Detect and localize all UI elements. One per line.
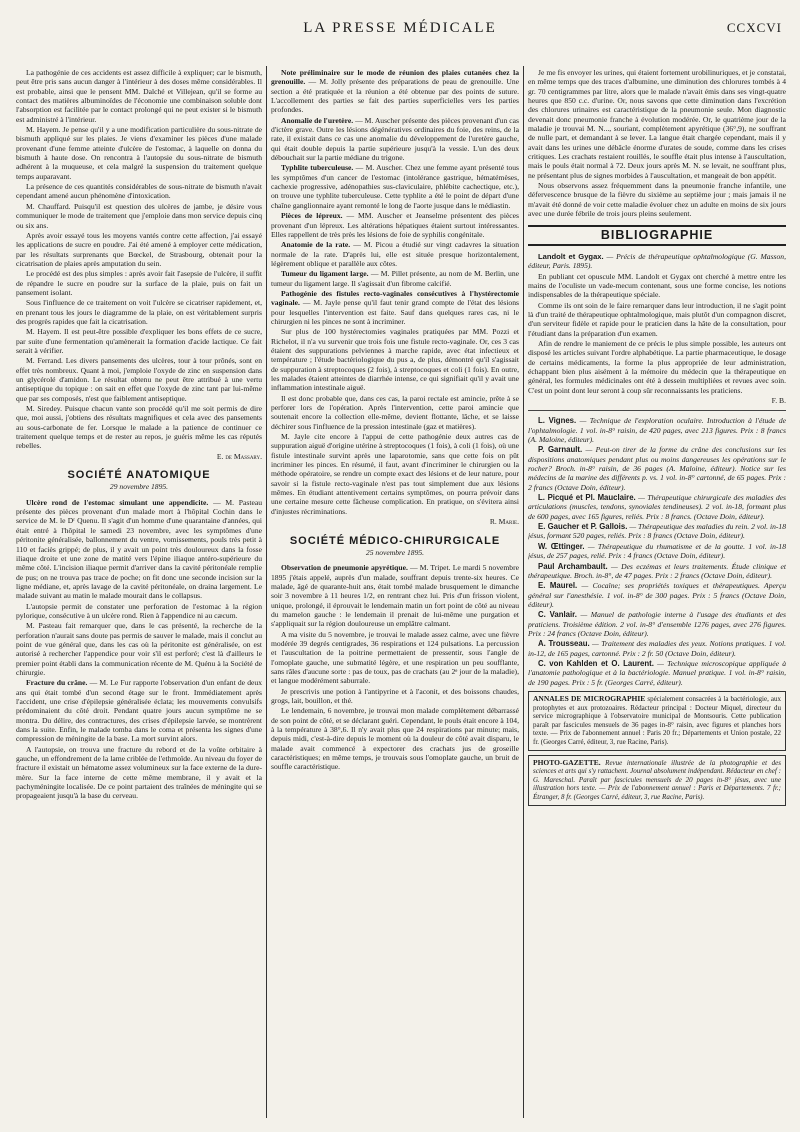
book-author: P. Garnault. [538, 445, 583, 455]
item-text: — M. Jolly présente des préparations de peau de grenouille. Une section a été pratiquée et la réunion a été obtenue par des points de suture. L'accollement des parties se fait des parties superficielles vers les parties profondes. [271, 77, 519, 115]
book-description: — Thérapeutique chirurgicale des maladies des articulations (muscles, tendons, synoviales tendineuses). 2 vol. in-18, formant plus de 600 pages, avec 165 figures, reliés. Prix : 8 francs. (Octave Doin, éditeur). [528, 493, 786, 521]
report-item [271, 163, 519, 210]
item-title: Note préliminaire sur le mode de réunion des plaies cutanées chez la grenouille. [271, 68, 519, 87]
col2-signature: R. Marie. [489, 517, 519, 527]
report-item [271, 394, 519, 431]
ad-photo-title: PHOTO-GAZETTE. [533, 757, 601, 767]
book-description: — Technique de l'exploration oculaire. Introduction à l'étude de l'ophtalmologie. 1 vol. in-8° raisin, de 420 pages, avec 213 figures. Prix : 8 francs (A. Maloine, éditeur). [528, 416, 786, 445]
report-item [16, 678, 262, 743]
paragraph: Le lendemain, 6 novembre, je trouvai mon malade complètement débarrassé de son point de côté, et se déclarant guéri. Cependant, le pouls était encore à 104, à la température à 38°,6. Il n'y avait plus que 24 respirations par minute; mais, depuis midi, c'est-à-dire depuis le moment où la douleur de côté avait disparu, le malade avait commencé à expectorer des crachats jus de groseille caractéristiques; en même temps, je trouvais sous l'omoplate gauche, un bruit de souffle caractéristique. [271, 706, 519, 772]
book-entry [528, 639, 786, 658]
book-description: — Manuel de pathologie interne à l'usage des étudiants et des praticiens. Troisième édition. 2 vol. in-8° d'ensemble 1276 pages, avec 276 figures. Prix : 24 francs (Octave Doin, éditeur). [528, 610, 786, 638]
paragraph: Le procédé est des plus simples : après avoir fait l'asepsie de l'ulcère, il suffit de répandre le sucre en poudre sur la surface de la plaie, puis on fait un pansement isolant. [16, 269, 262, 297]
report-item [271, 68, 519, 115]
paragraph: A ma visite du 5 novembre, je trouvai le malade assez calme, avec une fièvre modérée 39 degrés centigrades, 36 respirations et 124 pulsations. La percussion et l'auscultation de la poitrine permettaient de pressentir, sous l'angle de l'omoplate gauche, une submatité légère, et une respiration un peu soufflante, sans râles d'aucune sorte : pas de toux, pas de crachats (au 2ᵉ jour de la maladie), et langue modérément saburrale. [271, 629, 519, 686]
review-ref: — Précis de thérapeutique ophtalmologique (G. Masson, éditeur, Paris. 1895). [528, 251, 786, 271]
item-text: — M. Picou a étudié sur vingt cadavres la situation normale de la rate. D'après lui, elle est située presque horizontalement, légèrement oblique et parallèle aux côtes. [271, 240, 519, 268]
book-description: — Cocaïne; ses propriétés toxiques et thérapeutiques. Aperçu général sur l'anesthésie. 1 vol. in-8° de 300 pages. Prix : 5 francs (Octave Doin, éditeur). [528, 581, 786, 609]
book-entry [528, 522, 786, 541]
report-item [271, 116, 519, 163]
report-item [271, 432, 519, 516]
book-author: E. Maurel. [538, 581, 578, 591]
section-date: 29 novembre 1895. [109, 482, 169, 492]
paragraph: Après avoir essayé tous les moyens vantés contre cette affection, j'ai essayé les applications de sucre en poudre. J'ai été amené à employer cette médication, par les résultats surprenants que Bœckel, de Strasbourg, obtenait pour la cicatrisation de plaies après amputation du sein. [16, 230, 262, 268]
report-item [16, 498, 262, 601]
column-divider [523, 66, 524, 1118]
obs-first: — M. Tripet. Le mardi 5 novembre 1895 j'étais appelé, auprès d'un malade, souffrant depuis trente-six heures. Ce malade, âgé de quarante-huit ans, était tombé malade brusquement le dimanche soir 3 novembre à 11 heures 1/2, en rentrant chez lui. Pris d'un frisson violent, unique, prolongé, il éprouvait le lendemain matin un fort point de côté au niveau du mamelon gauche : le lendemain il prenait de lui-même une purgation et s'appliquait sur la région douloureuse un emplâtre calmant. [271, 563, 519, 629]
book-entry [528, 581, 786, 609]
item-text: — MM. Auscher et Jeanselme présentent des pièces provenant d'un lépreux. Les altérations hépatiques étaient surtout intéressantes. Elles rappellent de très près les lésions de foie de syphilis congénitale. [271, 211, 519, 239]
column-2 [271, 68, 519, 1118]
item-text: A l'autopsie, on trouva une fracture du rebord et de la voûte orbitaire à gauche, un effondrement de la lame criblée de l'ethmoïde. Au niveau du foyer de fracture il existait un hématome assez volumineux sur la face externe de la dure-mère. Sur la face interne de cette même membrane, il y avait et la pachyméningite localisée. De ce point partaient des traînées de méningite qui se propageaient jusqu'à la base du cerveau. [16, 744, 262, 801]
item-text: — M. Auscher. Chez une femme ayant présenté tous les symptômes d'un cancer de l'estomac (intolérance gastrique, hématémèses, cachexie progressive, adénopathies sus-claviculaire, phlébite cachectique, etc.), on trouve une typhlite tuberculeuse. Cette typhlite a été le point de départ d'une chaîne ganglionnaire ayant remonté le long de l'aorte jusque dans le médiastin. [271, 163, 519, 210]
bibliographie-heading: BIBLIOGRAPHIE [528, 225, 786, 246]
ad-photo-text: Revue internationale illustrée de la photographie et des sciences et arts qui s'y rattachent. Journal absolument indépendant. Rédacteur en chef : G. Mareschal. Paraît par fascicules mensuels de 20 pages in-8° jésus, avec une illustration hors texte. — Prix de l'abonnement annuel : Paris et Départements. 7 fr.; Étranger, 8 fr. (Georges Carré, éditeur, 3, rue Racine, Paris). [533, 758, 782, 801]
paragraph: Je me fis envoyer les urines, qui étaient fortement urobilinuriques, et je constatai, en même temps que des traces d'albumine, une diminution des chlorures tombés à 4 gr. 70 centigrammes par litre, alors que le malade n'avait émis dans ses vingt-quatre heures que 850 c.c. d'urine. Or, nous savons que cette diminution dans l'excrétion des chlorures urinaires est caractéristique de la pneumonie seule. Mon diagnostic devenait donc pneumonie franche à évolution modérée. Or, le quatrième jour de la maladie je trouvai M. N..., souriant, complètement apyrétique (36°,9), ne souffrant de nulle part, et demandant à se lever. La langue était chargée cependant, mais il y avait dans les urines une débâcle énorme d'urates de soude, comme dans les crises critiques. Les crachats restaient rouillés, le souffle était plus intense à l'auscultation, mais le pouls était normal à 72. Deux jours après M. N. se levait, ne souffrant plus, ne présentant plus de signes morbides à l'auscultation, et mangeait de bon appétit. [528, 68, 786, 180]
col1-signature: E. de Massary. [216, 451, 262, 461]
column-divider [266, 66, 267, 1118]
item-title: Ulcère rond de l'estomac simulant une appendicite. [26, 497, 209, 507]
review-signature: F. B. [771, 396, 786, 405]
book-entry [528, 493, 786, 521]
item-text: Sur plus de 100 hystérectomies vaginales pratiquées par MM. Pozzi et Richelot, il n'a vu survenir que trois fois une fistule recto-vaginale. Or, ces 3 cas étaient des suppurations pelviennes à marche rapide, avec état infectieux et température ; l'étude bactériologique du pus a, de plus, démontré qu'il s'agissait de suppuration à streptocoques (2 fois), à streptocoques et coli (1 fois). En outre, les malades étaient atteintes de diarrhée intense, ce qui signifiait qu'il y avait une inflammation intestinale aiguë. [271, 327, 519, 393]
book-author: C. Vanlair. [538, 610, 577, 620]
report-item [271, 240, 519, 268]
ad-annales-text: spécialement consacrées à la bactériologie, aux protophytes et aux protozoaires. Rédacteur principal : Docteur Miquel, directeur du service micrographique à l'observatoire municipal de Montsouris. Cette publication paraît par fascicules mensuels de 36 pages in-8° raisin, avec figures et planches hors texte. — Prix de l'abonnement annuel : Paris 20 fr.; Départements et Union postale, 22 fr. (Georges Carré, éditeur, 3, rue Racine, Paris). [533, 694, 782, 746]
book-author: L. Vignes. [538, 416, 577, 426]
paragraph: M. Hayem. Il est peut-être possible d'expliquer les bons effets de ce sucre, par suite d'une fermentation qu'amènerait la formation d'acide lactique. Ce fait serait à vérifier. [16, 327, 262, 355]
col3-paragraphs [528, 68, 786, 219]
report-item [271, 289, 519, 326]
section-title-anatomique: SOCIÉTÉ ANATOMIQUE [67, 469, 211, 482]
report-item [271, 327, 519, 392]
ad-photo-gazette [528, 755, 786, 806]
obs-title-para [271, 563, 519, 628]
book-entry [528, 445, 786, 492]
book-entry [528, 562, 786, 581]
obs-title: Observation de pneumonie apyrétique. [281, 563, 408, 573]
report-item [16, 602, 262, 621]
item-text: Il est donc probable que, dans ces cas, la paroi rectale est amincie, prête à se perforer lors de l'opération. Après l'intervention, cette paroi amincie que soutenait encore la collection elle-même, devient flottante, lâche, et se laisse déchirer sous l'influence de la pression intestinale (gaz et matières). [271, 393, 519, 431]
item-title: Pathogénie des fistules recto-vaginales consécutives à l'hystérectomie vaginale. [271, 288, 519, 308]
col2-items [271, 68, 519, 516]
paragraph: M. Hayem. Je pense qu'il y a une modification particulière du sous-nitrate de bismuth appliqué sur les plaies. Je viens d'examiner les pièces d'une malade provenant d'une femme atteinte d'ulcère de l'estomac, à laquelle on donna du bismuth à haute dose. On rencontra à l'autopsie du sous-nitrate de bismuth adhérent à la muqueuse, et cela malgré la suspension du traitement quelque temps auparavant. [16, 125, 262, 181]
column-3 [528, 68, 786, 1118]
book-description: — Peut-on tirer de la forme du crâne des conclusions sur les dispositions anatomiques pendant plus ou moins dangereuses les opérations sur le rocher? Broch. in-8° raisin, de 36 pages (A. Maloine, éditeur). Notice sur les médecins de la marine des différents p. vs. 1 vol. in-8° cartonné, de 65 pages. Prix : 2 francs (Octave Doin, éditeur). [528, 445, 786, 492]
paragraph: M. Ferrand. Les divers pansements des ulcères, tour à tour prônés, sont en effet très nombreux. Quant à moi, j'emploie l'oxyde de zinc en suspension dans un glycérolé d'amidon. Le résultat obtenu ne peut être attribué à une vertu antiseptique du topique : on sait en effet que l'oxyde de zinc tant par lui-même que par ses composés, n'est que faiblement antiseptique. [16, 356, 262, 403]
book-author: A. Trousseau. [538, 639, 590, 649]
book-entry [528, 542, 786, 561]
separator [528, 410, 786, 411]
page-number: CCXCVI [726, 20, 782, 35]
book-list [528, 416, 786, 687]
review-entry [528, 252, 786, 271]
item-text: M. Jayle cite encore à l'appui de cette pathogénie deux autres cas de suppuration aiguë d'origine utérine à streptocoques (1 fois), à coli (1 fois), où une fistule intestinale survint après une laparotomie, sans que cette fois on pût incriminer les pinces. En résumé, il faut, avant d'incriminer le chirurgien ou la méthode opératoire, se rendre un compte exact des lésions et de leur nature, pour savoir si la fistule recto-vaginale n'est pas tout simplement due aux lésions mêmes. En étudiant attentivement certains symptômes, on pourra prévoir dans une certaine mesure cette fâcheuse complication. En pratique, on s'évitera ainsi d'injustes récriminations. [271, 432, 519, 516]
paragraph: Sous l'influence de ce traitement on voit l'ulcère se cicatriser rapidement, et, en prenant tous les jours le diagramme de la plaie, on est véritablement surpris des progrès rapides que fait la cicatrisation. [16, 298, 262, 326]
book-entry [528, 416, 786, 444]
book-description: — Technique microscopique appliquée à l'anatomie pathologique et à la bactériologie. Manuel pratique. 1 vol. in-8° raisin, de 190 pages. Prix : 5 fr. (Georges Carré, éditeur). [528, 658, 786, 687]
item-text: — M. Pillet présente, au nom de M. Berlin, une tumeur du ligament large. Il s'agissait d'un fibrome calcifié. [271, 269, 519, 288]
item-text: L'autopsie permit de constater une perforation de l'estomac à la région pylorique, consécutive à un ulcère rond. Rien à l'appendice ni au cæcum. [16, 601, 262, 620]
report-item [16, 745, 262, 801]
page-header [18, 12, 782, 40]
col1-items [16, 498, 262, 801]
report-item [271, 211, 519, 239]
column-1 [16, 68, 262, 1118]
book-author: L. Picqué et Pl. Mauclaire. [538, 493, 636, 503]
ad-annales [528, 691, 786, 751]
col1-paragraphs [16, 68, 262, 451]
item-text: — M. Le Fur rapporte l'observation d'un enfant de deux ans qui était tombé d'un second étage sur le front. Immédiatement après l'accident, une crise d'épilepsie généralisée éclata; les mouvements convulsifs prédominaient du côté droit. Pendant quatre jours aucun symptôme ne se montra. Du délire, des contractures, des crises d'épilepsie larvée, se montrèrent dans la suite. Enfin, le malade tomba dans le coma et présenta les signes d'une compression de méningite de la base. La mort survint alors. [16, 678, 262, 744]
report-item [16, 621, 262, 677]
book-author: W. Œttinger. [538, 541, 585, 551]
item-text: — M. Jayle pense qu'il faut tenir grand compte de l'état des lésions pour lesquelles l'intervention est faite. Sauf dans quelques rares cas, ni le chirurgien ni les pinces ne sont à incriminer. [271, 298, 519, 326]
paragraph: Afin de rendre le maniement de ce précis le plus simple possible, les auteurs ont disposé les articles suivant l'ordre alphabétique. La partie pharmaceutique, le dosage de certains médicaments, la forme la plus appropriée de leur administration, échappant bien plus aisément à la mémoire du médecin que la thérapeutique en général, les formules médicinales ont été à dessein multipliées et revues avec soin. C'est un point dont leur seront à coup sûr reconnaissants les praticiens. [528, 338, 786, 395]
book-description: — Thérapeutique du rhumatisme et de la goutte. 1 vol. in-18 jésus, de 257 pages, relié. Prix : 4 francs (Octave Doin, éditeur). [528, 541, 786, 561]
paragraph: Nous observons assez fréquemment dans la pneumonie franche infantile, une défervescence brusque de la fièvre du sixième au septième jour ; mais jamais il ne m'avait été donné de voir cette maladie évoluer chez un adulte en moins de six jours avec une durée fébrile de trois jours pleins seulement. [528, 181, 786, 219]
item-title: Pièces de lépreux. [281, 211, 343, 221]
review-paragraphs [528, 272, 786, 395]
paragraph: La pathogénie de ces accidents est assez difficile à expliquer; car le bismuth, peut être pris sans aucun danger à l'intérieur à des doses même considérables. Il est probable, ainsi que le pensent MM. Dalché et Villejean, qu'il se forme au contact des matières albuminoïdes de l'économie une combinaison soluble dont l'absorption est facilitée par le contact prolongé qui ne peut exister si le bismuth est administré à l'intérieur. [16, 68, 262, 124]
item-text: — M. Pasteau présente des pièces provenant d'un malade mort à l'hôpital Cochin dans le service de M. le Dʳ Quenu. Il s'agit d'un homme d'une quarantaine d'années, qui était entré à l'hôpital le samedi 23 novembre, avec les symptômes d'une péritonite généralisée, ballonnement du ventre, vomissements, pouls très petit à 110 et faciès grippé; de plus, il y avait un point très douloureux dans la fosse iliaque droite et une zone de matité vers l'épine iliaque antéro-supérieure du même côté. L'incision iliaque permit d'arriver dans la cavité péritonéale remplie de pus; on ne trouva pas trace de poche; on fit donc une seconde incision sur la ligne médiane, et, après lavage de la cavité péritonéale, on draina largement. Le malade suivant au matin le malade mourait dans le collapsus. [16, 497, 262, 601]
item-title: Tumeur du ligament large. [281, 269, 369, 279]
book-description: — Traitement des maladies des yeux. Notions pratiques. 1 vol. in-12, de 165 pages, cartonné. Prix : 2 fr. 50 (Octave Doin, éditeur). [528, 639, 786, 658]
book-entry [528, 659, 786, 687]
item-title: Typhlite tuberculeuse. [281, 163, 354, 173]
book-author: E. Gaucher et P. Gallois. [538, 522, 628, 532]
paragraph: Comme ils ont soin de le faire remarquer dans leur introduction, il ne s'agit point là d'un traité de thérapeutique ophtalmologique, mais plutôt d'un compagnon discret, d'un serviteur fidèle et rapide pour le praticien dans la hâte de la consultation, pour l'étudiant dans la préparation d'un examen. [528, 300, 786, 338]
review-author: Landolt et Gygax. [538, 251, 604, 261]
section-title-medico: SOCIÉTÉ MÉDICO-CHIRURGICALE [289, 534, 501, 547]
book-author: Paul Archambault. [538, 561, 608, 571]
book-entry [528, 610, 786, 638]
item-text: — M. Auscher présente des pièces provenant d'un cas d'ictère grave. Outre les lésions dégénératives ordinaires du foie, des reins, de la rate, il existait dans ce cas une anomalie du développement de l'uretère gauche, qui était double depuis la partie supérieure jusqu'à la vessie. L'un des deux débouchait sur la partie médiane du trigone. [271, 115, 519, 163]
journal-title: LA PRESSE MÉDICALE [303, 20, 497, 36]
section-date-2: 25 novembre 1895. [365, 547, 425, 557]
paragraph: La présence de ces quantités considérables de sous-nitrate de bismuth n'avait cependant amené aucun phénomène d'intoxication. [16, 182, 262, 201]
item-text: M. Pasteau fait remarquer que, dans le cas présenté, la recherche de la perforation n'aurait sans doute pas permis de sauver le malade, mais il conclut au point de vue général que, dans les cas où la péritonite est généralisée, on est autorisé à rechercher l'appendice pour voir s'il est perforé; c'est là d'ailleurs le premier point établi dans la communication récente de M. Quénu à la Société de chirurgie. [16, 621, 262, 677]
report-item [271, 269, 519, 288]
book-description: — Des eczémas et leurs traitements. Étude clinique et thérapeutique. Broch. in-8°, de 47 pages. Prix : 2 francs (Octave Doin, éditeur). [528, 561, 786, 580]
paragraph: M. Siredey. Puisque chacun vante son procédé qu'il me soit permis de dire que, moi aussi, j'obtiens des résultats magnifiques et cela avec des pansements au sous-carbonate de fer. Lorsque le malade a la patience de continuer ce traitement quelque temps et de rester au repos, je guéris même les cas réputés rebelles. [16, 404, 262, 451]
paragraph: M. Chauffard. Puisqu'il est question des ulcères de jambe, je désire vous communiquer le mode de traitement que j'emploie dans mon service depuis cinq ou six ans. [16, 201, 262, 230]
ad-annales-title: ANNALES DE MICROGRAPHIE [533, 693, 646, 703]
book-author: C. von Kahlden et O. Laurent. [538, 658, 654, 668]
paragraph: En publiant cet opuscule MM. Landolt et Gygax ont cherché à mettre entre les mains de l'oculiste un vade-mecum contenant, sous une forme concise, les notions indispensables de la thérapeutique spéciale. [528, 271, 786, 300]
item-title: Anatomie de la rate. [281, 240, 351, 250]
obs-paragraphs [271, 630, 519, 772]
paragraph: Je prescrivis une potion à l'antipyrine et à l'aconit, et des boissons chaudes, grogs, lait, bouillon, et thé. [271, 686, 519, 705]
item-title: Anomalie de l'uretère. [281, 115, 354, 125]
item-title: Fracture du crâne. [26, 678, 88, 688]
book-description: — Thérapeutique des maladies du rein. 2 vol. in-18 jésus, formant 520 pages, reliés. Prix : 8 francs (Octave Doin, éditeur). [528, 522, 786, 541]
